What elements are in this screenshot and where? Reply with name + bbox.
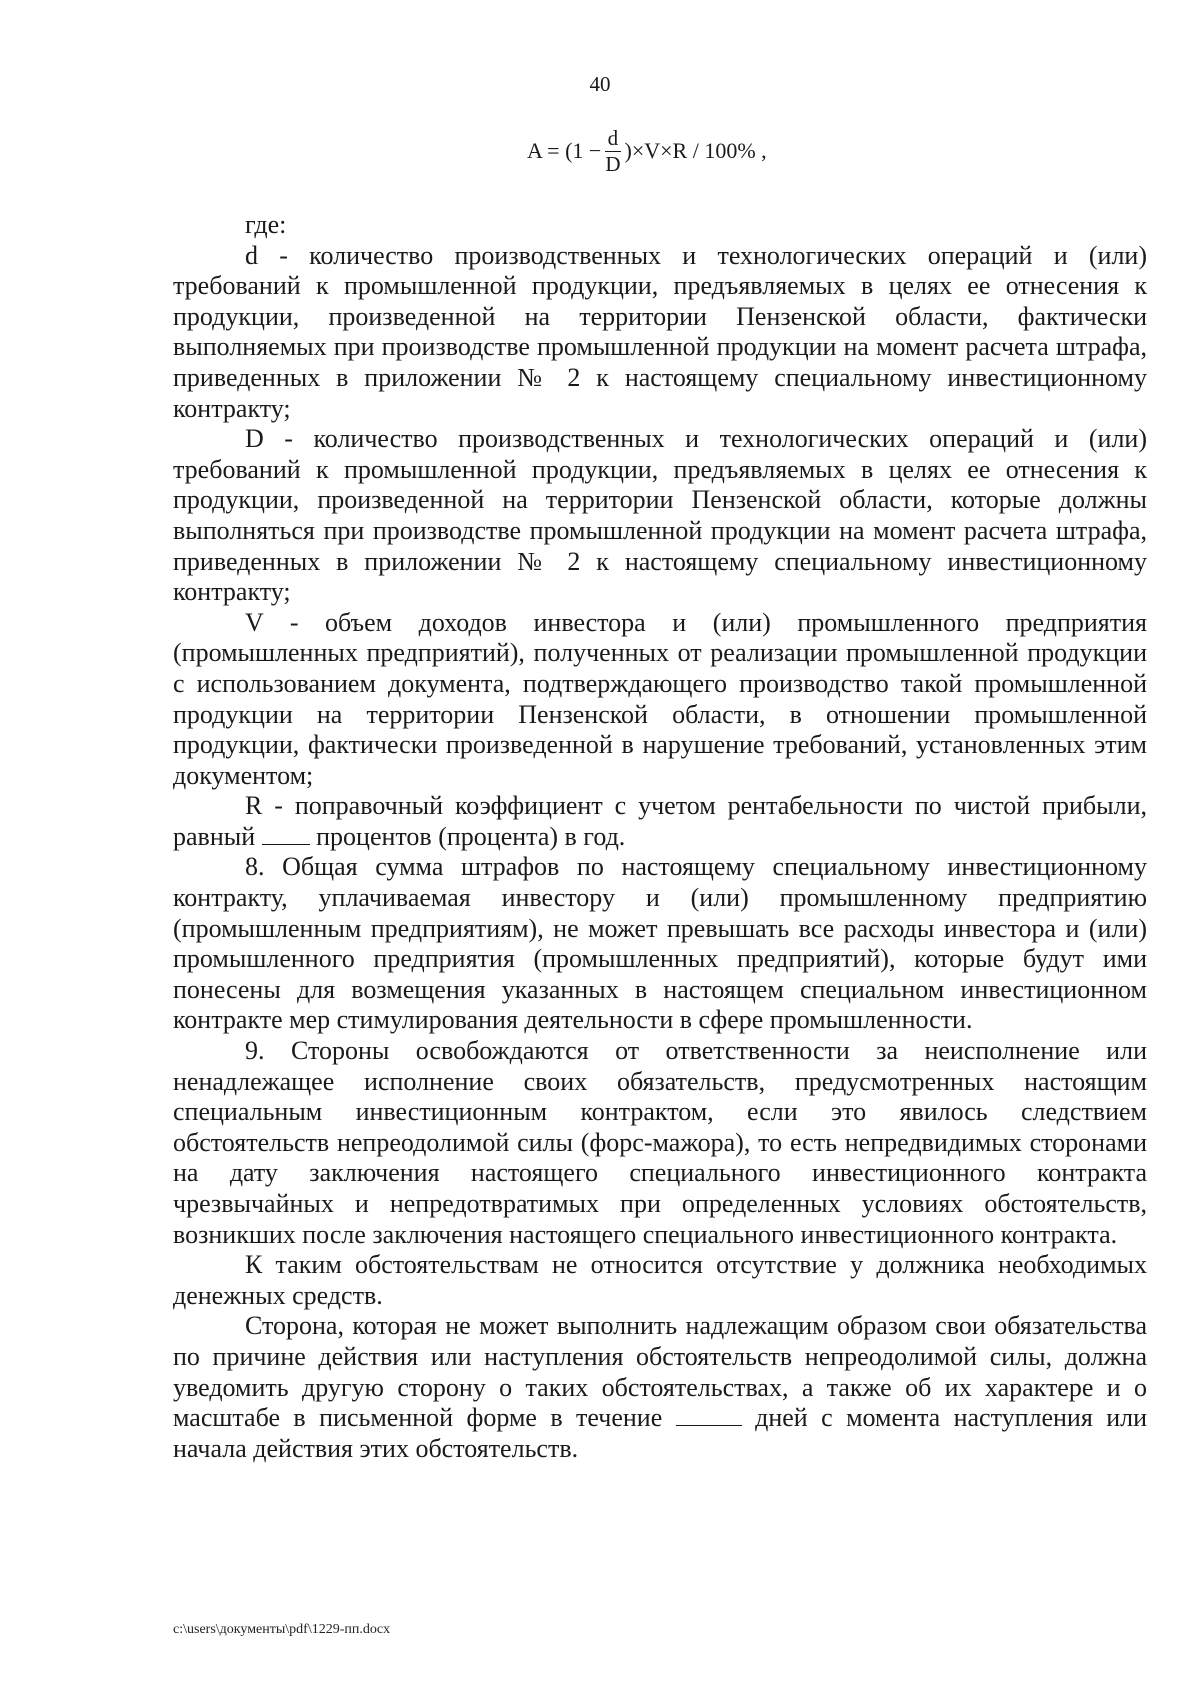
footer-file-path: c:\users\документы\pdf\1229-пп.docx xyxy=(173,1622,391,1637)
where-label: где: xyxy=(245,210,287,239)
formula-denominator: D xyxy=(605,151,621,176)
paragraph-not-included: К таким обстоятельствам не относится отсутствие у должника необходимых денежных средств. xyxy=(173,1250,1147,1310)
paragraph-notification xyxy=(173,1311,1147,1464)
notification-text: Сторона, которая не может выполнить надлежащим образом свои обязательства по причине действия или наступления обстоятельств непреодолимой силы, должна уведомить другую сторону о таких обстоятельствах, а также об их характере и о масштабе в письменной форме в течение xyxy=(173,1311,1147,1433)
page-number: 40 xyxy=(589,72,611,96)
definition-R-tail: процентов (процента) в год. xyxy=(316,821,626,851)
formula-rhs: )×V×R / 100% , xyxy=(624,138,767,163)
notification-tail: дней с момента наступления или начала действия этих обстоятельств. xyxy=(173,1403,1148,1463)
paragraph-8: 8. Общая сумма штрафов по настоящему специальному инвестиционному контракту, уплачиваемая инвестору и (или) промышленному предприятию (промышленным предприятиям), не может превышать все расходы инвестора и (или) промышленного предприятия (промышленных предприятий), которые будут ими понесены для возмещения указанных в настоящем специальном инвестиционном контракте мер стимулирования деятельности в сфере промышленности. xyxy=(173,852,1147,1035)
fine-formula xyxy=(527,118,767,184)
formula-fraction xyxy=(602,127,623,174)
document-body xyxy=(173,210,1147,1464)
formula-numerator: d xyxy=(605,127,622,151)
blank-field-percent xyxy=(262,822,310,845)
paragraph-9: 9. Стороны освобождаются от ответственности за неисполнение или ненадлежащее исполнение своих обязательств, предусмотренных настоящим специальным инвестиционным контрактом, если это явилось следствием обстоятельств непреодолимой силы (форс-мажора), то есть непредвидимых сторонами на дату заключения настоящего специального инвестиционного контракта чрезвычайных и непредотвратимых при определенных условиях обстоятельств, возникших после заключения настоящего специального инвестиционного контракта. xyxy=(173,1036,1147,1249)
formula-lhs: A = (1 − xyxy=(527,138,602,163)
blank-field-days xyxy=(676,1403,742,1426)
definition-V: V - объем доходов инвестора и (или) промышленного предприятия (промышленных предприятий), полученных от реализации промышленной продукции с использованием документа, подтверждающего производство такой промышленной продукции на территории Пензенской области, в отношении промышленной продукции, фактически произведенной в нарушение требований, установленных этим документом; xyxy=(173,607,1147,790)
definition-d: d - количество производственных и технологических операций и (или) требований к промышленной продукции, предъявляемых в целях ее отнесения к продукции, произведенной на территории Пензенской области, фактически выполняемых при производстве промышленной продукции на момент расчета штрафа, приведенных в приложении № 2 к настоящему специальному инвестиционному контракту; xyxy=(173,240,1147,423)
definition-R xyxy=(173,791,1147,852)
definition-R-text: R - поправочный коэффициент с учетом рентабельности по чистой прибыли, равный xyxy=(173,791,1147,851)
definition-D: D - количество производственных и технологических операций и (или) требований к промышленной продукции, предъявляемых в целях ее отнесения к продукции, произведенной на территории Пензенской области, которые должны выполняться при производстве промышленной продукции на момент расчета штрафа, приведенных в приложении № 2 к настоящему специальному инвестиционному контракту; xyxy=(173,424,1147,607)
